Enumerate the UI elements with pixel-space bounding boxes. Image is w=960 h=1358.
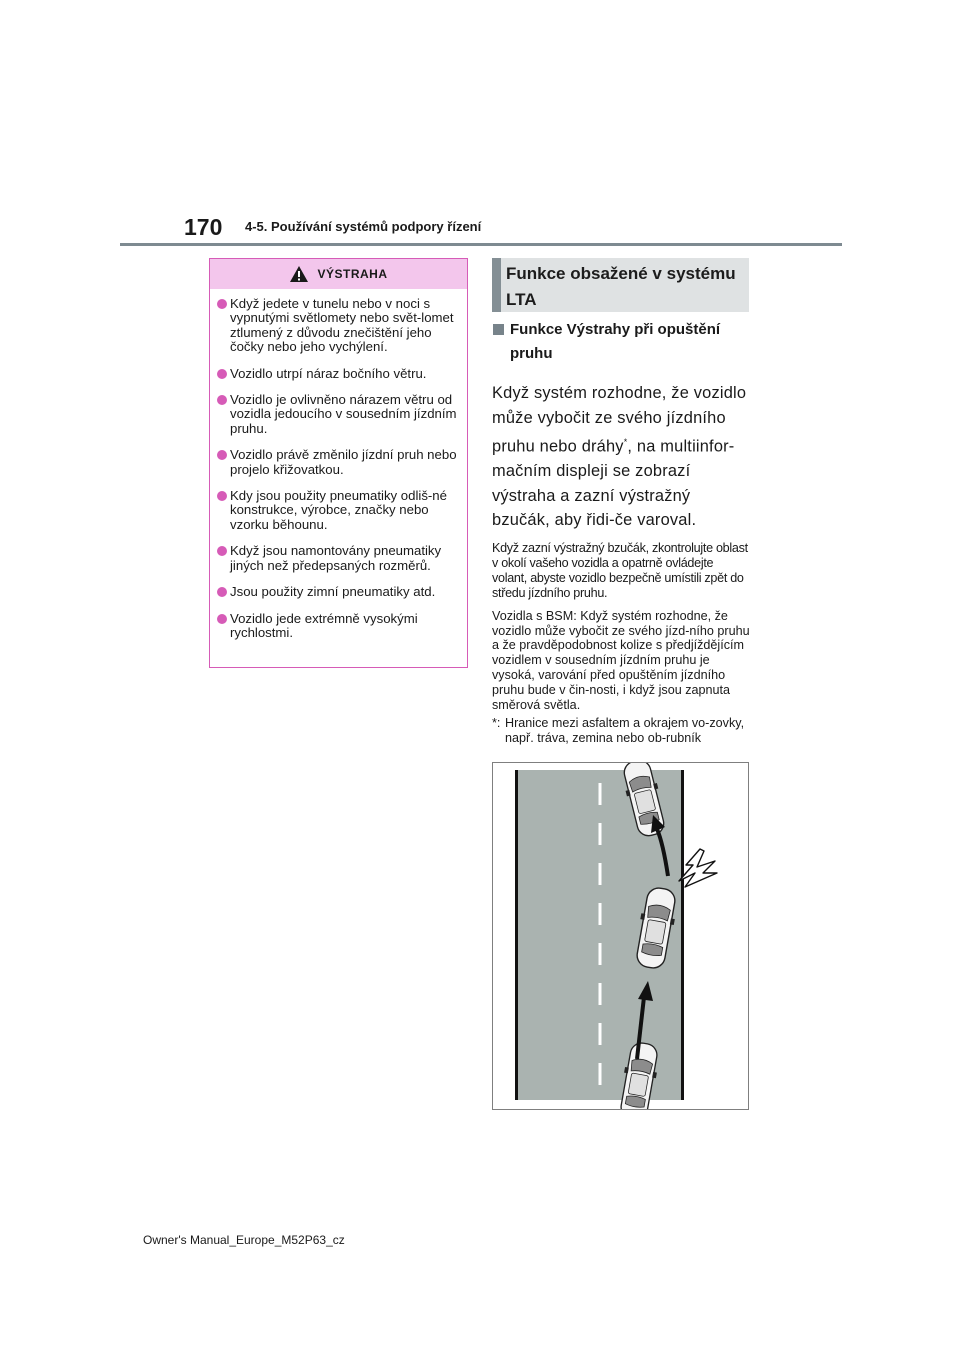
section-header: Funkce obsažené v systému LTA	[492, 258, 749, 312]
body-paragraph: Vozidla s BSM: Když systém rozhodne, že vozidlo může vybočit ze svého jízd-ního pruhu a že pravděpodobnost kolize s předjíždějícím vozidlem v sousedním jízdním pruhu je vysoká, varování před opuštěním jízdního pruhu bude v čin-nosti, i když jsou zapnuta směrová světla.	[492, 608, 750, 713]
page-number: 170	[184, 214, 223, 240]
bullet-icon	[217, 614, 227, 624]
warning-item: Vozidlo je ovlivněno nárazem větru od vozidla jedoucího v sousedním jízdním pruhu.	[217, 393, 457, 436]
warning-item: Vozidlo jede extrémně vysokými rychlostmi.	[217, 612, 457, 641]
lead-paragraph: Když systém rozhodne, že vozidlo může vybočit ze svého jízdního pruhu nebo dráhy*, na multiinfor-mačním displeji se zobrazí výstraha a zazní výstražný bzučák, aby řidi-če varoval.	[492, 384, 747, 530]
warning-title: VÝSTRAHA	[317, 267, 388, 281]
bullet-icon	[217, 299, 227, 309]
warning-header	[210, 259, 467, 289]
chapter-title: 4-5. Používání systémů podpory řízení	[245, 219, 482, 234]
road-edge-right	[681, 770, 684, 1100]
lane-departure-illustration	[492, 762, 749, 1110]
subsection-title: Funkce Výstrahy při opuštění pruhu	[492, 318, 750, 366]
lightning-warning-icon	[679, 849, 717, 887]
road-edge-left	[515, 770, 518, 1100]
warning-item: Jsou použity zimní pneumatiky atd.	[217, 585, 457, 599]
footnote-mark: *:	[492, 716, 501, 730]
footer: Owner's Manual_Europe_M52P63_cz	[143, 1233, 345, 1247]
warning-item: Když jsou namontovány pneumatiky jiných než předepsaných rozměrů.	[217, 544, 457, 573]
header-rule	[120, 243, 842, 246]
footnote	[492, 716, 750, 746]
warning-item: Vozidlo právě změnilo jízdní pruh nebo projelo křižovatkou.	[217, 448, 457, 477]
body-paragraph: Když zazní výstražný bzučák, zkontrolujte oblast v okolí vašeho vozidla a opatrně ovládejte volant, abyste vozidlo bezpečně umístili zpět do středu jízdního pruhu.	[492, 541, 748, 600]
warning-triangle-icon	[289, 265, 309, 283]
bullet-icon	[217, 491, 227, 501]
bullet-icon	[217, 369, 227, 379]
warning-item: Když jedete v tunelu nebo v noci s vypnutými světlomety nebo svět-lomet ztlumený z důvodu znečištění jeho čočky nebo jeho vychýlení.	[217, 297, 457, 355]
subsection	[492, 318, 750, 746]
bullet-icon	[217, 450, 227, 460]
warning-list	[210, 289, 467, 640]
warning-item: Vozidlo utrpí náraz bočního větru.	[217, 367, 457, 381]
warning-item: Kdy jsou použity pneumatiky odliš-né konstrukce, výrobce, značky nebo vzorku běhounu.	[217, 489, 457, 532]
bullet-icon	[217, 546, 227, 556]
bullet-icon	[217, 395, 227, 405]
footnote-text: Hranice mezi asfaltem a okrajem vo-zovky, např. tráva, zemina nebo ob-rubník	[505, 716, 745, 745]
bullet-icon	[217, 587, 227, 597]
warning-box	[209, 258, 468, 668]
square-bullet-icon	[493, 324, 504, 335]
footnote-ref: *	[623, 437, 628, 448]
